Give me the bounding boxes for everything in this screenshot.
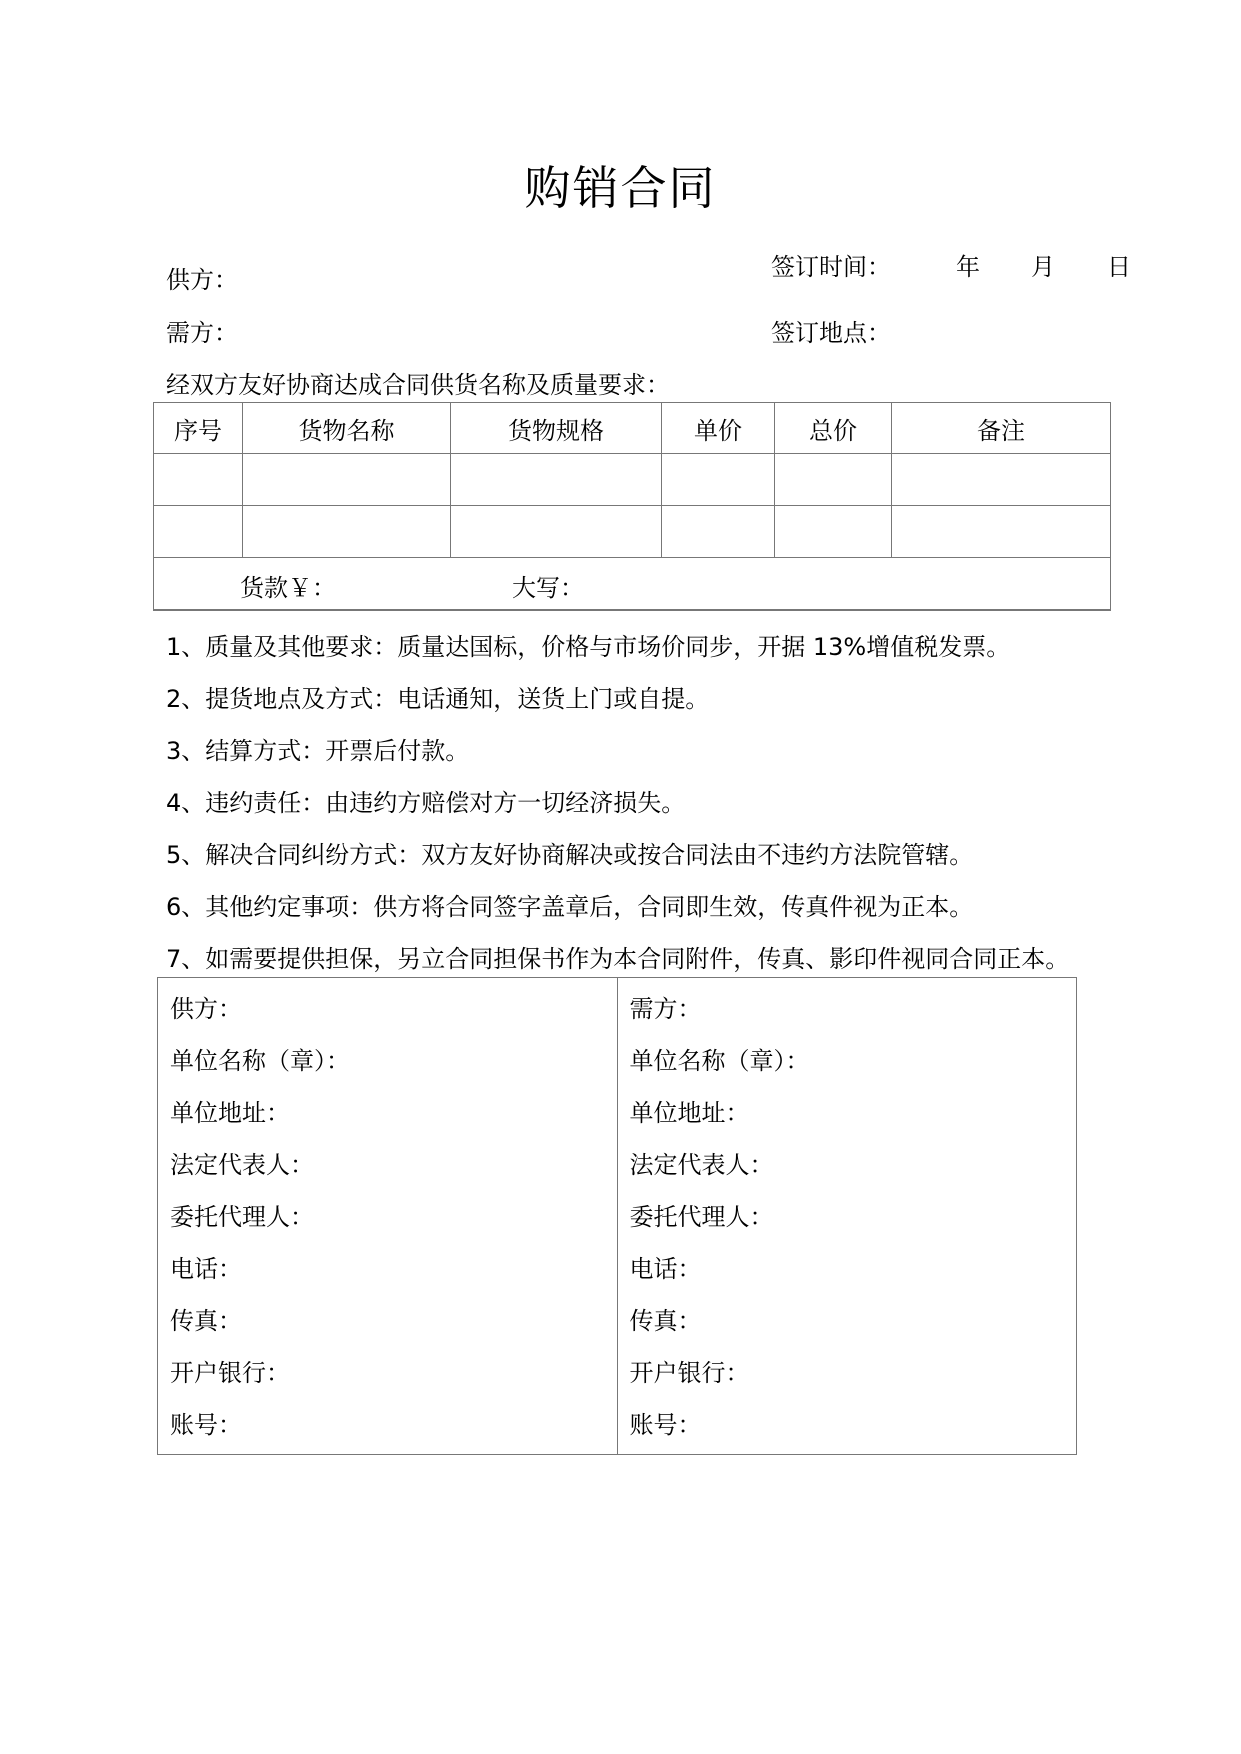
sign-place-label: 签订地点： — [771, 319, 891, 347]
table-cell[interactable] — [662, 454, 775, 506]
term-quality: 1、质量及其他要求：质量达国标，价格与市场价同步，开据 13%增值税发票。 — [166, 633, 1011, 661]
buyer-phone-label: 电话： — [629, 1255, 702, 1283]
document-title: 购销合同 — [524, 161, 717, 215]
col-header-index: 序号 — [154, 403, 243, 454]
intro-text: 经双方友好协商达成合同供货名称及质量要求： — [166, 371, 670, 399]
supplier-account-label: 账号： — [170, 1411, 242, 1439]
col-header-remarks: 备注 — [892, 403, 1111, 454]
table-cell[interactable] — [451, 506, 662, 558]
buyer-bank-label: 开户银行： — [629, 1359, 750, 1387]
table-cell[interactable] — [892, 506, 1111, 558]
sign-time-label: 签订时间： — [771, 253, 891, 281]
goods-table-header — [154, 403, 1111, 454]
supplier-label: 供方： — [166, 266, 238, 294]
term-other: 6、其他约定事项：供方将合同签字盖章后，合同即生效，传真件视为正本。 — [166, 893, 974, 921]
buyer-agent-label: 委托代理人： — [629, 1203, 774, 1231]
supplier-phone-label: 电话： — [170, 1255, 242, 1283]
signature-table — [157, 977, 1077, 1455]
buyer-party-label: 需方： — [629, 995, 702, 1023]
buyer-account-label: 账号： — [629, 1411, 702, 1439]
buyer-address-label: 单位地址： — [629, 1099, 750, 1127]
supplier-address-label: 单位地址： — [170, 1099, 290, 1127]
col-header-spec: 货物规格 — [451, 403, 662, 454]
table-cell[interactable] — [892, 454, 1111, 506]
col-header-name: 货物名称 — [243, 403, 451, 454]
table-cell[interactable] — [662, 506, 775, 558]
capital-amount-label: 大写： — [512, 574, 584, 602]
term-guarantee: 7、如需要提供担保，另立合同担保书作为本合同附件，传真、影印件视同合同正本。 — [166, 945, 1070, 973]
supplier-legal-rep-label: 法定代表人： — [170, 1151, 314, 1179]
goods-table — [153, 402, 1111, 611]
total-amount-label: 货款￥： — [240, 574, 336, 602]
table-cell[interactable] — [154, 506, 243, 558]
table-cell[interactable] — [243, 506, 451, 558]
term-settlement: 3、结算方式：开票后付款。 — [166, 737, 470, 765]
total-cell[interactable] — [154, 558, 1111, 611]
buyer-signature-block — [617, 978, 1077, 1455]
table-cell[interactable] — [775, 454, 892, 506]
buyer-legal-rep-label: 法定代表人： — [629, 1151, 774, 1179]
term-delivery: 2、提货地点及方式：电话通知，送货上门或自提。 — [166, 685, 710, 713]
term-dispute: 5、解决合同纠纷方式：双方友好协商解决或按合同法由不违约方法院管辖。 — [166, 841, 974, 869]
table-cell[interactable] — [451, 454, 662, 506]
day-label: 日 — [1107, 253, 1131, 281]
buyer-fax-label: 传真： — [629, 1307, 702, 1335]
supplier-agent-label: 委托代理人： — [170, 1203, 314, 1231]
table-row — [154, 454, 1111, 506]
supplier-signature-block — [158, 978, 618, 1455]
supplier-company-name-label: 单位名称（章）： — [170, 1047, 350, 1075]
buyer-company-name-label: 单位名称（章）： — [629, 1047, 810, 1075]
month-label: 月 — [1031, 253, 1055, 281]
supplier-bank-label: 开户银行： — [170, 1359, 290, 1387]
term-liability: 4、违约责任：由违约方赔偿对方一切经济损失。 — [166, 789, 686, 817]
buyer-label: 需方： — [166, 319, 238, 347]
table-cell[interactable] — [775, 506, 892, 558]
supplier-fax-label: 传真： — [170, 1307, 242, 1335]
col-header-unit-price: 单价 — [662, 403, 775, 454]
year-label: 年 — [956, 253, 980, 281]
total-row — [154, 558, 1111, 611]
col-header-total-price: 总价 — [775, 403, 892, 454]
table-cell[interactable] — [243, 454, 451, 506]
supplier-party-label: 供方： — [170, 995, 242, 1023]
table-row — [154, 506, 1111, 558]
table-cell[interactable] — [154, 454, 243, 506]
